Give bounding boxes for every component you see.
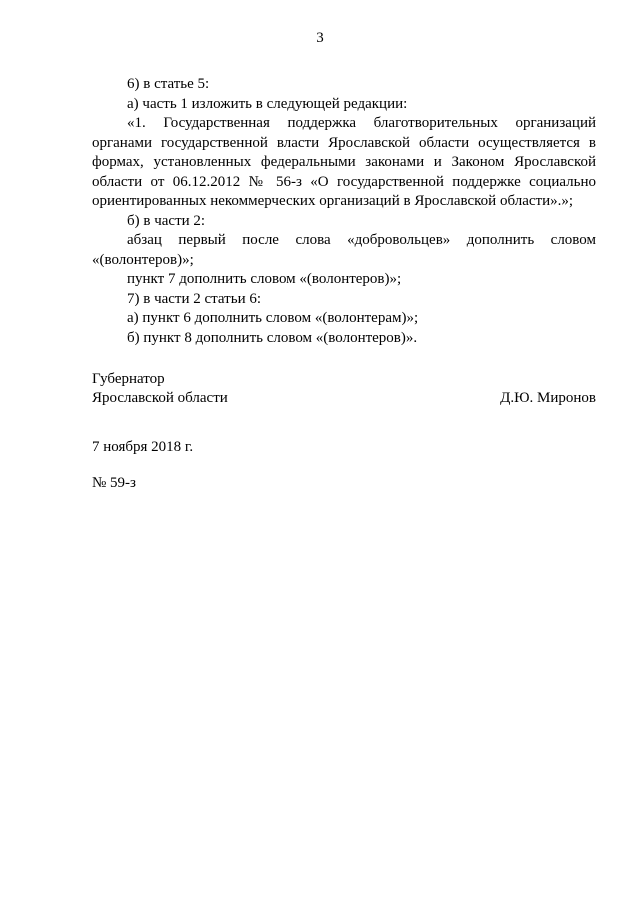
paragraph-first-abzac: абзац первый после слова «добровольцев» дополнить словом «(волонтеров)»; xyxy=(92,232,596,268)
paragraph-part-2: б) в части 2: xyxy=(127,212,206,229)
signature-row xyxy=(92,389,596,408)
document-date: 7 ноября 2018 г. xyxy=(92,439,194,455)
paragraph-article-5: 6) в статье 5: xyxy=(127,76,210,92)
law-number: № 59-з xyxy=(92,475,136,491)
paragraph-punkt-6: а) пункт 6 дополнить словом «(волонтерам)»; xyxy=(127,310,419,326)
document-body xyxy=(92,75,596,348)
paragraph-punkt-8: б) пункт 8 дополнить словом «(волонтеров)». xyxy=(127,329,418,346)
paragraph-punkt-7: пункт 7 дополнить словом «(волонтеров)»; xyxy=(127,271,402,287)
paragraph-new-wording: «1. Государственная поддержка благотворительных организаций органами государственной власти Ярославской области осуществляется в формах, установленных федеральными законами и Законом Ярославской области от 06.12.2012 № 56-з «О государственной поддержке социально ориентированных некоммерческих организаций в Ярославской области».»; xyxy=(92,115,596,209)
signatory-name: Д.Ю. Миронов xyxy=(500,390,596,406)
page-number: 3 xyxy=(316,30,324,46)
signatory-title-line2: Ярославской области xyxy=(92,390,228,406)
paragraph-part-1: а) часть 1 изложить в следующей редакции: xyxy=(127,95,408,112)
signatory-title-line1: Губернатор xyxy=(92,371,165,387)
signature-block xyxy=(92,370,596,408)
paragraph-article-6: 7) в части 2 статьи 6: xyxy=(127,290,262,307)
